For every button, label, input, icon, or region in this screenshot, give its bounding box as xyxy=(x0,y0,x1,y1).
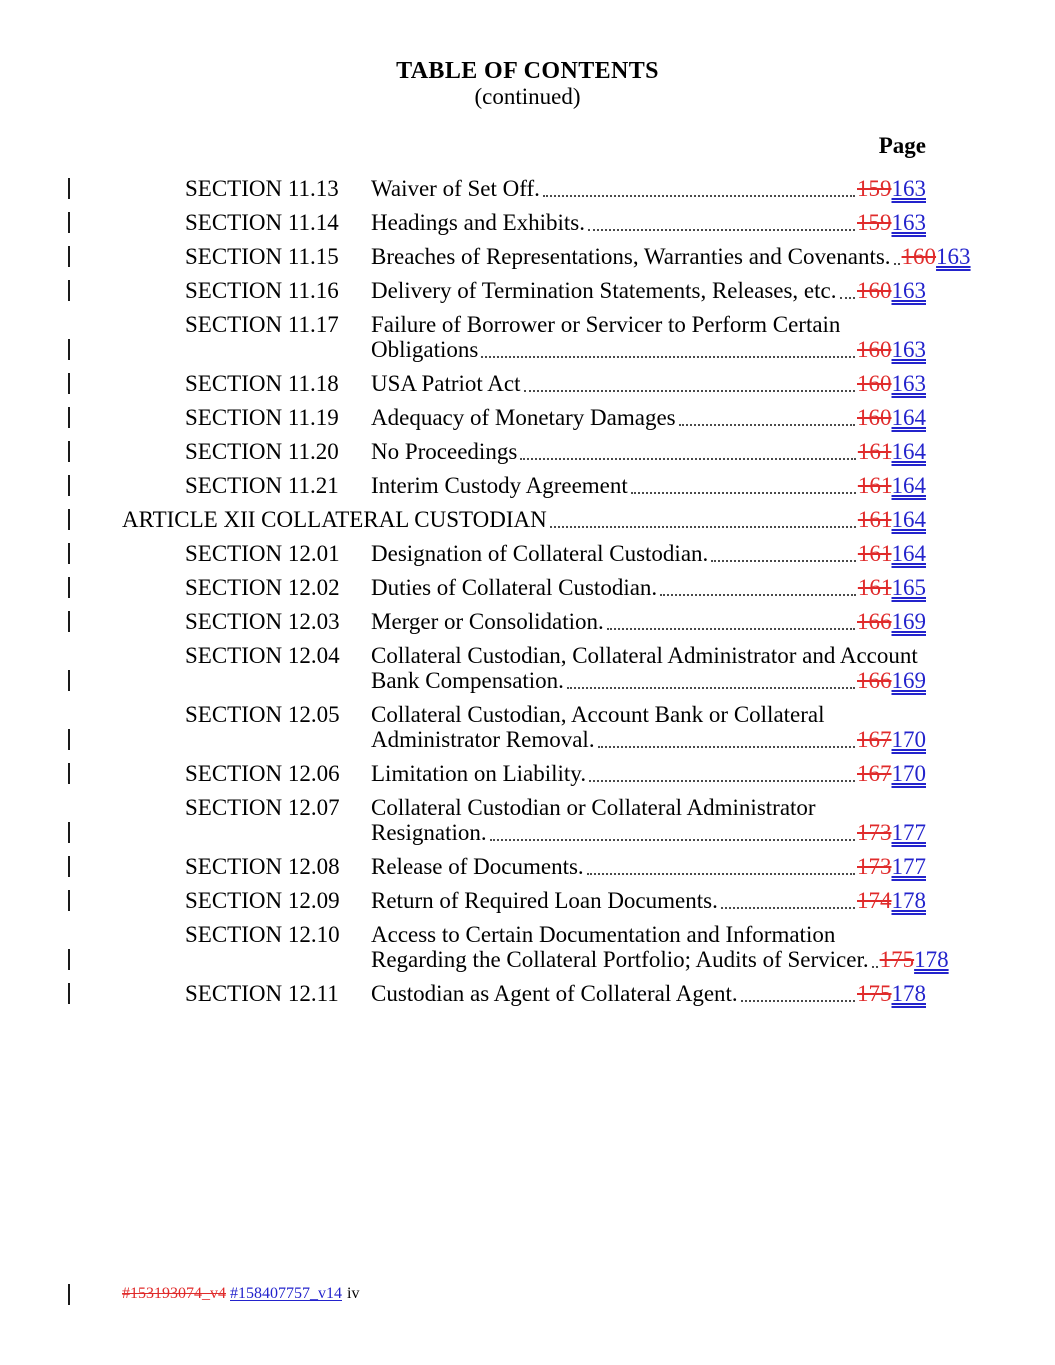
toc-entry-line xyxy=(371,337,926,362)
toc-entry-text: Access to Certain Documentation and Information xyxy=(371,922,836,947)
dot-leader xyxy=(660,594,856,596)
page-numbers xyxy=(857,371,926,396)
dot-leader xyxy=(589,780,855,782)
toc-section-row xyxy=(122,541,926,566)
toc-entry-text: No Proceedings xyxy=(371,439,518,464)
deleted-page-number: 159 xyxy=(857,210,892,235)
toc-entry-line xyxy=(371,981,926,1006)
toc-entry-line xyxy=(371,609,926,634)
toc-entry-text: Waiver of Set Off. xyxy=(371,176,540,201)
toc-entry-line xyxy=(371,888,926,913)
toc-entry-label: SECTION 12.03 xyxy=(185,609,340,634)
new-document-id: #158407757_v14 xyxy=(230,1285,342,1302)
toc-entry-label: SECTION 12.06 xyxy=(185,761,340,786)
dot-leader xyxy=(631,492,856,494)
toc-entry-title xyxy=(371,795,926,845)
page-numbers xyxy=(857,176,926,201)
inserted-page-number: 165 xyxy=(891,575,926,600)
toc-entry-label: SECTION 12.10 xyxy=(185,922,340,947)
toc-entry-text: Merger or Consolidation. xyxy=(371,609,604,634)
toc-entry-title xyxy=(371,439,926,464)
change-bar xyxy=(68,856,70,877)
toc-section-row xyxy=(122,702,926,752)
toc-entry-text: USA Patriot Act xyxy=(371,371,521,396)
change-bar xyxy=(68,577,70,598)
dot-leader xyxy=(598,746,855,748)
dot-leader xyxy=(894,263,900,265)
toc-entry-label: SECTION 12.08 xyxy=(185,854,340,879)
change-bar xyxy=(68,339,70,360)
toc-entry-text: ARTICLE XII COLLATERAL CUSTODIAN xyxy=(122,507,547,532)
toc-entry-label: SECTION 11.15 xyxy=(185,244,339,269)
content-area xyxy=(122,133,971,1006)
toc-entry-title xyxy=(371,312,926,362)
toc-entry-line xyxy=(371,643,926,668)
toc-entry-text: Adequacy of Monetary Damages xyxy=(371,405,676,430)
deleted-page-number: 161 xyxy=(857,473,892,498)
toc-entry-label: SECTION 12.04 xyxy=(185,643,340,668)
change-bar xyxy=(68,983,70,1004)
page-numbers xyxy=(857,888,926,913)
page-numbers xyxy=(857,727,926,752)
change-bar xyxy=(68,670,70,691)
change-bar xyxy=(68,178,70,199)
dot-leader xyxy=(840,297,856,299)
inserted-page-number: 164 xyxy=(891,473,926,498)
toc-section-row xyxy=(122,210,926,235)
toc-entry-line xyxy=(371,439,926,464)
deleted-page-number: 166 xyxy=(857,668,892,693)
change-bar xyxy=(68,212,70,233)
toc-entry-title xyxy=(371,473,926,498)
dot-leader xyxy=(481,356,855,358)
inserted-page-number: 163 xyxy=(891,337,926,362)
page-numbers xyxy=(857,761,926,786)
toc-entry-title xyxy=(371,609,926,634)
toc-entry-label: SECTION 11.20 xyxy=(185,439,339,464)
inserted-page-number: 178 xyxy=(914,947,949,972)
deleted-page-number: 159 xyxy=(857,176,892,201)
toc-entry-text: Failure of Borrower or Servicer to Perform Certain xyxy=(371,312,841,337)
dot-leader xyxy=(721,907,855,909)
toc-entry-text: Bank Compensation. xyxy=(371,668,564,693)
toc-entry-line xyxy=(371,854,926,879)
toc-section-row xyxy=(122,312,926,362)
page-numbers xyxy=(857,210,926,235)
page-numbers xyxy=(858,473,926,498)
change-bar xyxy=(68,611,70,632)
page-title: TABLE OF CONTENTS xyxy=(396,58,659,84)
toc-entry-label: SECTION 12.01 xyxy=(185,541,340,566)
inserted-page-number: 163 xyxy=(891,176,926,201)
toc-entry-label: SECTION 11.19 xyxy=(185,405,339,430)
toc-entry-title xyxy=(371,575,926,600)
page-numbers xyxy=(858,575,926,600)
toc-entry-line xyxy=(371,820,926,845)
dot-leader xyxy=(607,628,855,630)
dot-leader xyxy=(524,390,855,392)
dot-leader xyxy=(587,873,855,875)
toc-entry-text: Designation of Collateral Custodian. xyxy=(371,541,709,566)
deleted-page-number: 161 xyxy=(857,541,892,566)
toc-entry-label: SECTION 12.07 xyxy=(185,795,340,820)
toc-entry-title xyxy=(371,278,926,303)
toc-entry-text: Administrator Removal. xyxy=(371,727,595,752)
footer-change-bar xyxy=(68,1284,70,1305)
deleted-page-number: 174 xyxy=(857,888,892,913)
document-header xyxy=(0,0,1055,110)
change-bar xyxy=(68,373,70,394)
inserted-page-number: 170 xyxy=(891,727,926,752)
toc-entry-text: Collateral Custodian or Collateral Administrator xyxy=(371,795,816,820)
toc-section-row xyxy=(122,854,926,879)
page-numbers xyxy=(857,337,926,362)
toc-entry-title xyxy=(371,176,926,201)
page-numbers xyxy=(857,981,926,1006)
change-bar xyxy=(68,280,70,301)
toc-entry-title xyxy=(371,854,926,879)
toc-entry-title xyxy=(371,210,926,235)
toc-section-row xyxy=(122,473,926,498)
toc-entry-line xyxy=(371,541,926,566)
page-numbers xyxy=(858,541,926,566)
toc-entry-text: Duties of Collateral Custodian. xyxy=(371,575,658,600)
page-column-header: Page xyxy=(878,133,926,158)
toc-entry-label: SECTION 11.16 xyxy=(185,278,339,303)
dot-leader xyxy=(588,229,855,231)
toc-entry-title xyxy=(371,405,926,430)
toc-entry-line xyxy=(371,922,926,947)
change-bar xyxy=(68,509,70,530)
toc-entry-title xyxy=(371,761,926,786)
page-footer xyxy=(122,1284,359,1304)
deleted-page-number: 161 xyxy=(857,575,892,600)
deleted-page-number: 161 xyxy=(857,439,892,464)
page-numbers xyxy=(880,947,949,972)
dot-leader xyxy=(741,1000,855,1002)
toc-section-row xyxy=(122,922,949,972)
inserted-page-number: 169 xyxy=(891,668,926,693)
dot-leader xyxy=(550,526,856,528)
toc-entry-text: Collateral Custodian, Collateral Administrator and Account xyxy=(371,643,918,668)
toc-article-row xyxy=(122,507,926,532)
toc-section-row xyxy=(122,795,926,845)
inserted-page-number: 163 xyxy=(891,371,926,396)
toc-entry-label: SECTION 12.05 xyxy=(185,702,340,727)
toc-entry-text: Obligations xyxy=(371,337,479,362)
toc-section-row xyxy=(122,405,926,430)
change-bar xyxy=(68,475,70,496)
toc-entry-label: SECTION 11.21 xyxy=(185,473,339,498)
page-numbers xyxy=(857,609,926,634)
toc-entry-text: Interim Custody Agreement xyxy=(371,473,628,498)
inserted-page-number: 163 xyxy=(891,278,926,303)
toc-entry-line xyxy=(371,176,926,201)
page-numbers xyxy=(858,439,926,464)
dot-leader xyxy=(711,560,856,562)
toc-entry-text: Delivery of Termination Statements, Releases, etc. xyxy=(371,278,837,303)
deleted-page-number: 160 xyxy=(857,278,892,303)
toc-entry-line xyxy=(371,312,926,337)
toc-entry-line xyxy=(371,405,926,430)
page-numbers xyxy=(858,507,926,532)
deleted-page-number: 167 xyxy=(857,727,892,752)
deleted-page-number: 175 xyxy=(879,947,915,972)
deleted-page-number: 161 xyxy=(857,507,892,532)
deleted-page-number: 160 xyxy=(857,337,892,362)
toc-entry-text: Resignation. xyxy=(371,820,487,845)
deleted-page-number: 160 xyxy=(901,244,937,269)
page-numbers xyxy=(857,278,926,303)
toc-entry-label: SECTION 11.13 xyxy=(185,176,339,201)
toc-entry-label: SECTION 11.18 xyxy=(185,371,339,396)
deleted-page-number: 160 xyxy=(857,405,892,430)
toc-entry-label: SECTION 11.14 xyxy=(185,210,339,235)
toc-entry-title xyxy=(371,922,949,972)
inserted-page-number: 164 xyxy=(891,507,926,532)
toc-entry-line xyxy=(371,795,926,820)
change-bar xyxy=(68,407,70,428)
toc-entry-line xyxy=(371,371,926,396)
change-bar xyxy=(68,890,70,911)
toc-entry-text: Regarding the Collateral Portfolio; Audits of Servicer. xyxy=(371,947,869,972)
change-bar xyxy=(68,763,70,784)
toc-entry-line xyxy=(371,575,926,600)
inserted-page-number: 177 xyxy=(891,820,926,845)
inserted-page-number: 164 xyxy=(891,541,926,566)
toc-entry-label: SECTION 11.17 xyxy=(185,312,339,337)
toc-entry-line xyxy=(371,727,926,752)
dot-leader xyxy=(543,195,855,197)
toc-entry-label: SECTION 12.09 xyxy=(185,888,340,913)
toc-entry-line xyxy=(371,668,926,693)
toc-entry-text: Custodian as Agent of Collateral Agent. xyxy=(371,981,738,1006)
toc-section-row xyxy=(122,278,926,303)
toc-section-row xyxy=(122,371,926,396)
deleted-page-number: 167 xyxy=(857,761,892,786)
toc-entry-title xyxy=(371,244,971,269)
inserted-page-number: 169 xyxy=(891,609,926,634)
change-bar xyxy=(68,949,70,970)
toc-section-row xyxy=(122,439,926,464)
toc-entry-title xyxy=(371,371,926,396)
change-bar xyxy=(68,441,70,462)
deleted-page-number: 173 xyxy=(857,854,892,879)
toc-entry-line xyxy=(122,507,926,532)
page-subtitle: (continued) xyxy=(474,84,581,109)
deleted-page-number: 160 xyxy=(857,371,892,396)
toc-entry-text: Collateral Custodian, Account Bank or Collateral xyxy=(371,702,825,727)
toc-section-row xyxy=(122,761,926,786)
page-numbers xyxy=(902,244,971,269)
toc-entry-line xyxy=(371,278,926,303)
toc-entry-label: SECTION 12.02 xyxy=(185,575,340,600)
toc-entry-title xyxy=(371,541,926,566)
inserted-page-number: 178 xyxy=(891,981,926,1006)
toc-section-row xyxy=(122,176,926,201)
change-bar xyxy=(68,729,70,750)
old-document-id: #153193074_v4 xyxy=(122,1285,226,1302)
deleted-page-number: 175 xyxy=(857,981,892,1006)
toc-entry-text: Headings and Exhibits. xyxy=(371,210,585,235)
inserted-page-number: 178 xyxy=(891,888,926,913)
footer-page-number: iv xyxy=(347,1285,360,1302)
change-bar xyxy=(68,543,70,564)
toc-section-row xyxy=(122,888,926,913)
dot-leader xyxy=(490,839,855,841)
toc-section-row xyxy=(122,575,926,600)
page-numbers xyxy=(857,854,926,879)
toc-entry-title xyxy=(371,643,926,693)
toc-entry-title xyxy=(371,981,926,1006)
toc-entry-title xyxy=(371,702,926,752)
inserted-page-number: 163 xyxy=(936,244,971,269)
toc-entry-line xyxy=(371,473,926,498)
deleted-page-number: 166 xyxy=(857,609,892,634)
dot-leader xyxy=(567,687,855,689)
toc-section-row xyxy=(122,609,926,634)
toc-entry-line xyxy=(371,761,926,786)
inserted-page-number: 164 xyxy=(891,405,926,430)
dot-leader xyxy=(872,966,878,968)
toc-entry-text: Return of Required Loan Documents. xyxy=(371,888,718,913)
dot-leader xyxy=(520,458,856,460)
toc-section-row xyxy=(122,643,926,693)
change-bar xyxy=(68,246,70,267)
toc-entry-text: Release of Documents. xyxy=(371,854,584,879)
inserted-page-number: 170 xyxy=(891,761,926,786)
toc-entry-text: Breaches of Representations, Warranties and Covenants. xyxy=(371,244,891,269)
toc-entry-line xyxy=(371,947,949,972)
toc-section-row xyxy=(122,981,926,1006)
change-bar xyxy=(68,822,70,843)
toc-entry-text: Limitation on Liability. xyxy=(371,761,587,786)
dot-leader xyxy=(679,424,855,426)
toc-list xyxy=(122,176,971,1006)
toc-entry-title xyxy=(371,888,926,913)
inserted-page-number: 177 xyxy=(891,854,926,879)
toc-entry-line xyxy=(371,210,926,235)
page-numbers xyxy=(857,668,926,693)
toc-entry-label: SECTION 12.11 xyxy=(185,981,339,1006)
toc-section-row xyxy=(122,244,971,269)
page-numbers xyxy=(857,405,926,430)
toc-entry-line xyxy=(371,702,926,727)
inserted-page-number: 164 xyxy=(891,439,926,464)
inserted-page-number: 163 xyxy=(891,210,926,235)
toc-entry-line xyxy=(371,244,971,269)
toc-entry-title xyxy=(122,507,926,532)
deleted-page-number: 173 xyxy=(857,820,892,845)
page-numbers xyxy=(857,820,926,845)
